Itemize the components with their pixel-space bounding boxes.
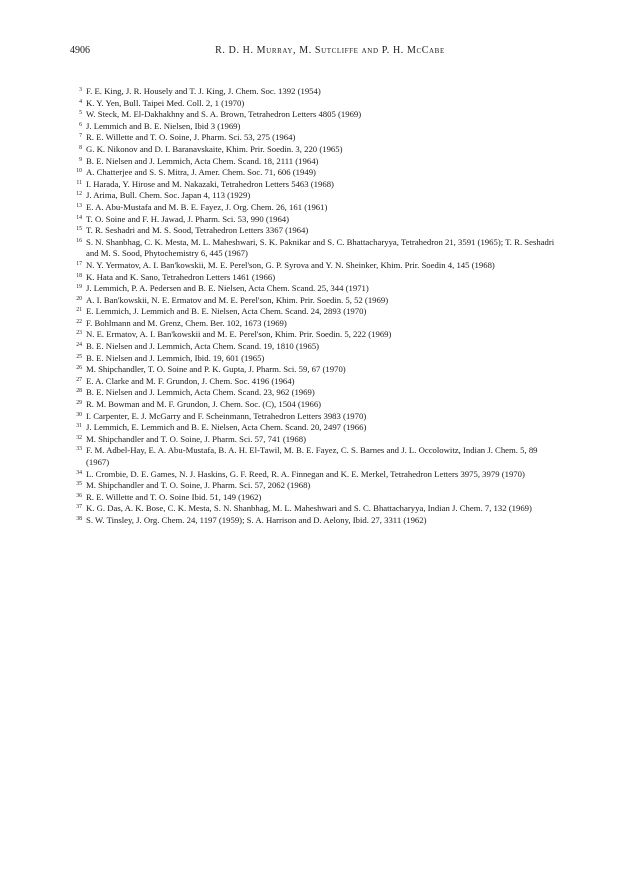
reference-number: 30 <box>76 411 82 418</box>
reference-item <box>70 144 558 156</box>
reference-text: B. E. Nielsen and J. Lemmich, Acta Chem. Scand. 23, 962 (1969) <box>86 387 315 398</box>
page-header <box>70 45 550 59</box>
reference-text: K. G. Das, A. K. Bose, C. K. Mesta, S. N. Shanbhag, M. L. Maheshwari and S. C. Bhattacharyya, Indian J. Chem. 7, 132 (1969) <box>86 503 532 514</box>
reference-number: 22 <box>76 318 82 325</box>
reference-number: 34 <box>76 469 82 476</box>
reference-number: 13 <box>76 202 82 209</box>
reference-item <box>70 515 558 527</box>
reference-text: R. M. Bowman and M. F. Grundon, J. Chem. Soc. (C), 1504 (1966) <box>86 399 322 410</box>
reference-number: 8 <box>79 144 82 151</box>
reference-text: N. E. Ermatov, A. I. Ban'kowskii and M. E. Perel'son, Khim. Prir. Soedin. 5, 222 (1969) <box>86 329 392 340</box>
reference-number: 24 <box>76 342 82 349</box>
reference-number: 29 <box>76 400 82 407</box>
reference-item <box>70 306 558 318</box>
reference-item <box>70 167 558 179</box>
reference-text: T. O. Soine and F. H. Jawad, J. Pharm. Sci. 53, 990 (1964) <box>86 213 290 224</box>
reference-item <box>70 179 558 191</box>
reference-item <box>70 237 558 260</box>
reference-number: 21 <box>76 307 82 314</box>
reference-number: 20 <box>76 295 82 302</box>
reference-number: 5 <box>79 110 82 117</box>
reference-item <box>70 260 558 272</box>
reference-item <box>70 225 558 237</box>
reference-text: K. Hata and K. Sano, Tetrahedron Letters 1461 (1966) <box>86 271 276 282</box>
reference-number: 25 <box>76 353 82 360</box>
reference-item <box>70 503 558 515</box>
reference-number: 37 <box>76 504 82 511</box>
reference-text: R. E. Willette and T. O. Soine Ibid. 51, 149 (1962) <box>86 491 262 502</box>
reference-number: 27 <box>76 376 82 383</box>
reference-text: T. R. Seshadri and M. S. Sood, Tetrahedron Letters 3367 (1964) <box>86 225 309 236</box>
reference-text: S. N. Shanbhag, C. K. Mesta, M. L. Maheshwari, S. K. Paknikar and S. C. Bhattacharyya, Tetrahedron 21, 3591 (1965); T. R. Seshadri and M. S. Sood, Phytochemistry 6, 445 (1967) <box>86 236 555 259</box>
reference-text: G. K. Nikonov and D. I. Baranavskaite, Khim. Prir. Soedin. 3, 220 (1965) <box>86 143 343 154</box>
reference-text: J. Lemmich and B. E. Nielsen, Ibid 3 (1969) <box>86 120 241 131</box>
reference-text: S. W. Tinsley, J. Org. Chem. 24, 1197 (1959); S. A. Harrison and D. Aelony, Ibid. 27, 3311 (1962) <box>86 514 427 525</box>
reference-item <box>70 272 558 284</box>
reference-text: K. Y. Yen, Bull. Taipei Med. Coll. 2, 1 (1970) <box>86 97 245 108</box>
reference-number: 9 <box>79 156 82 163</box>
reference-item <box>70 202 558 214</box>
reference-number: 23 <box>76 330 82 337</box>
page-number: 4906 <box>70 45 90 56</box>
reference-item <box>70 469 558 481</box>
reference-item <box>70 399 558 411</box>
reference-text: J. Arima, Bull. Chem. Soc. Japan 4, 113 (1929) <box>86 190 251 201</box>
reference-number: 32 <box>76 434 82 441</box>
reference-text: A. Chatterjee and S. S. Mitra, J. Amer. Chem. Soc. 71, 606 (1949) <box>86 167 316 178</box>
reference-text: L. Crombie, D. E. Games, N. J. Haskins, G. F. Reed, R. A. Finnegan and K. E. Merkel, Tetrahedron Letters 3975, 3979 (1970) <box>86 468 525 479</box>
reference-text: B. E. Nielsen and J. Lemmich, Acta Chem. Scand. 18, 2111 (1964) <box>86 155 319 166</box>
reference-text: I. Carpenter, E. J. McGarry and F. Scheinmann, Tetrahedron Letters 3983 (1970) <box>86 410 367 421</box>
reference-number: 26 <box>76 365 82 372</box>
reference-text: M. Shipchandler, T. O. Soine and P. K. Gupta, J. Pharm. Sci. 59, 67 (1970) <box>86 364 346 375</box>
reference-text: W. Steck, M. El-Dakhakhny and S. A. Brown, Tetrahedron Letters 4805 (1969) <box>86 109 362 120</box>
reference-number: 6 <box>79 121 82 128</box>
reference-text: E. Lemmich, J. Lemmich and B. E. Nielsen, Acta Chem. Scand. 24, 2893 (1970) <box>86 306 367 317</box>
reference-text: F. E. King, J. R. Housely and T. J. King, J. Chem. Soc. 1392 (1954) <box>86 86 321 96</box>
reference-item <box>70 98 558 110</box>
reference-item <box>70 353 558 365</box>
reference-number: 11 <box>76 179 82 186</box>
reference-number: 14 <box>76 214 82 221</box>
reference-item <box>70 295 558 307</box>
reference-number: 3 <box>79 87 82 93</box>
reference-text: J. Lemmich, P. A. Pedersen and B. E. Nielsen, Acta Chem. Scand. 25, 344 (1971) <box>86 283 369 294</box>
reference-item <box>70 318 558 330</box>
reference-text: N. Y. Yermatov, A. I. Ban'kowskii, M. E. Perel'son, G. P. Syrova and Y. N. Sheinker, Khim. Prir. Soedin 4, 145 (1968) <box>86 259 495 270</box>
reference-item <box>70 190 558 202</box>
reference-item <box>70 434 558 446</box>
reference-item <box>70 492 558 504</box>
reference-text: B. E. Nielsen and J. Lemmich, Acta Chem. Scand. 19, 1810 (1965) <box>86 341 320 352</box>
reference-text: F. M. Adbel-Hay, E. A. Abu-Mustafa, B. A. H. El-Tawil, M. B. E. Fayez, C. S. Barnes and J. L. Occolowitz, Indian J. Chem. 5, 89 (1967) <box>86 445 538 467</box>
reference-item <box>70 283 558 295</box>
reference-item <box>70 387 558 399</box>
reference-number: 28 <box>76 388 82 395</box>
reference-number: 16 <box>76 237 82 244</box>
reference-text: E. A. Abu-Mustafa and M. B. E. Fayez, J. Org. Chem. 26, 161 (1961) <box>86 201 328 212</box>
reference-item <box>70 364 558 376</box>
running-head: R. D. H. Murray, M. Sutcliffe and P. H. McCabe <box>215 45 445 56</box>
reference-item <box>70 156 558 168</box>
reference-text: E. A. Clarke and M. F. Grundon, J. Chem. Soc. 4196 (1964) <box>86 375 295 386</box>
reference-number: 36 <box>76 492 82 499</box>
reference-item <box>70 341 558 353</box>
reference-list <box>70 86 558 527</box>
reference-text: B. E. Nielsen and J. Lemmich, Ibid. 19, 601 (1965) <box>86 352 265 363</box>
reference-number: 38 <box>76 515 82 522</box>
reference-text: A. I. Ban'kowskii, N. E. Ermatov and M. E. Perel'son, Khim. Prir. Soedin. 5, 52 (1969) <box>86 294 389 305</box>
reference-number: 7 <box>79 133 82 140</box>
reference-number: 12 <box>76 191 82 198</box>
reference-item <box>70 329 558 341</box>
reference-number: 15 <box>76 226 82 233</box>
reference-item <box>70 132 558 144</box>
reference-item <box>70 121 558 133</box>
reference-number: 35 <box>76 481 82 488</box>
reference-item <box>70 214 558 226</box>
reference-number: 4 <box>79 98 82 105</box>
reference-text: J. Lemmich, E. Lemmich and B. E. Nielsen, Acta Chem. Scand. 20, 2497 (1966) <box>86 422 367 433</box>
reference-number: 31 <box>76 423 82 430</box>
reference-item <box>70 411 558 423</box>
reference-number: 19 <box>76 284 82 291</box>
reference-item <box>70 445 558 468</box>
reference-item <box>70 109 558 121</box>
reference-item <box>70 86 558 98</box>
reference-number: 33 <box>76 446 82 453</box>
reference-number: 18 <box>76 272 82 279</box>
reference-text: M. Shipchandler and T. O. Soine, J. Pharm. Sci. 57, 741 (1968) <box>86 433 306 444</box>
reference-number: 10 <box>76 168 82 175</box>
reference-text: M. Shipchandler and T. O. Soine, J. Pharm. Sci. 57, 2062 (1968) <box>86 480 311 491</box>
reference-item <box>70 480 558 492</box>
reference-item <box>70 422 558 434</box>
reference-number: 17 <box>76 260 82 267</box>
reference-text: I. Harada, Y. Hirose and M. Nakazaki, Tetrahedron Letters 5463 (1968) <box>86 178 334 189</box>
reference-item <box>70 376 558 388</box>
reference-text: F. Bohlmann and M. Grenz, Chem. Ber. 102, 1673 (1969) <box>86 317 287 328</box>
reference-text: R. E. Willette and T. O. Soine, J. Pharm. Sci. 53, 275 (1964) <box>86 132 296 143</box>
